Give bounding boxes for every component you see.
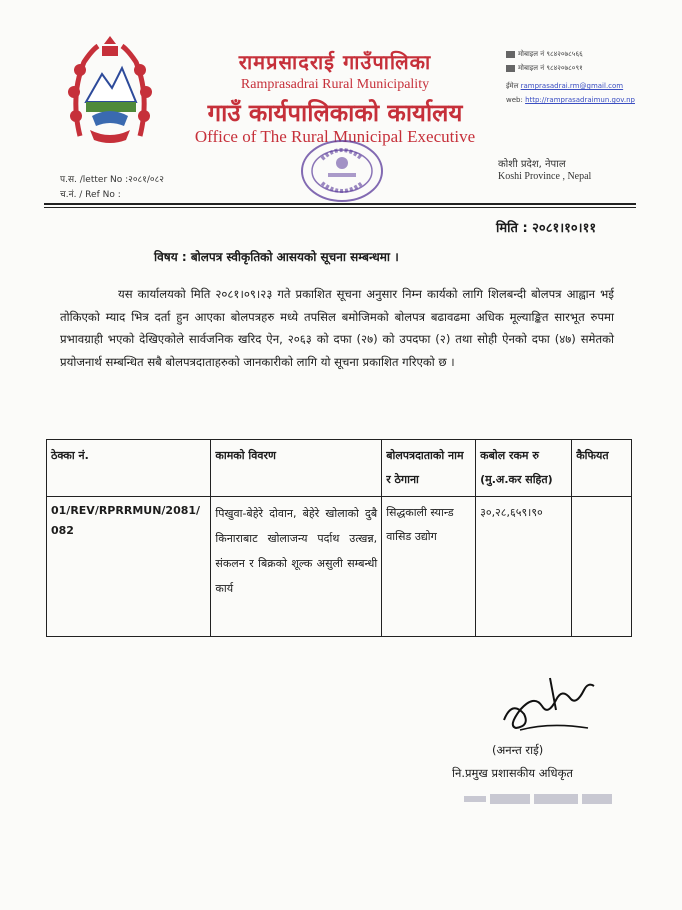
cell-amount: ३०,२८,६५९।९०: [476, 497, 572, 637]
province-english: Koshi Province , Nepal: [498, 171, 592, 182]
table-header-row: [47, 440, 632, 497]
header-bidder: बोलपत्रदाताको नाम र ठेगाना: [382, 440, 476, 497]
header-divider-thin: [44, 207, 636, 208]
letter-number: प.स. /letter No :२०८१/०८२: [60, 175, 164, 185]
header-divider: [44, 203, 636, 205]
header-description: कामको विवरण: [211, 440, 382, 497]
cell-bidder: सिद्धकाली स्यान्ड वासिड उद्योग: [382, 497, 476, 637]
table-row: [47, 497, 632, 637]
office-stamp: [282, 135, 402, 207]
email-link[interactable]: ramprasadrai.rm@gmail.com: [520, 82, 624, 90]
document-date: मिति : २०८१।१०।११: [496, 221, 597, 236]
signer-name: (अनन्त राई): [492, 743, 544, 757]
cell-contract-no: 01/REV/RPRRMUN/2081/082: [47, 497, 211, 637]
contact-phone-1: मोबाइल नं ९८४२०७८५६६: [506, 50, 583, 59]
signer-title: नि.प्रमुख प्रशासकीय अधिकृत: [452, 766, 573, 780]
contact-phone-2: मोबाइल नं ९८४२०७८०९१: [506, 64, 583, 73]
office-name-english: Office of The Rural Municipal Executive: [194, 127, 476, 146]
office-name-nepali: गाउँ कार्यपालिकाको कार्यालय: [207, 98, 463, 127]
cell-remarks: [572, 497, 632, 637]
province-nepali: कोशी प्रदेश, नेपाल: [498, 159, 566, 170]
reference-number: च.नं. / Ref No :: [60, 190, 121, 200]
municipality-name-english: Ramprasadrai Rural Municipality: [240, 77, 430, 92]
contact-email: ईमेल ramprasadrai.rm@gmail.com: [506, 82, 624, 90]
header-contract-no: ठेक्का नं.: [47, 440, 211, 497]
designation-stamp: [464, 792, 614, 806]
signature: [490, 670, 610, 742]
phone-icon: [506, 65, 515, 72]
cell-description: पिखुवा-बेहेरे दोवान, बेहेरे खोलाको दुबै किनाराबाट खोलाजन्य पर्दाथ उत्खन्न, संकलन र बिक्रको शूल्क असुली सम्बन्धी कार्य: [211, 497, 382, 637]
subject-line: विषय : बोलपत्र स्वीकृतिको आसयको सूचना सम्बन्धमा ।: [154, 250, 399, 264]
phone-icon: [506, 51, 515, 58]
header-amount: कबोल रकम रु (मु.अ.कर सहित): [476, 440, 572, 497]
header-remarks: कैफियत: [572, 440, 632, 497]
contact-web: web: http://ramprasadraimun.gov.np: [506, 96, 635, 104]
contract-table: [46, 439, 632, 637]
notice-body: [60, 283, 614, 373]
notice-body-text: यस कार्यालयको मिति २०८१।०९।२३ गते प्रकाशित सूचना अनुसार निम्न कार्यको लागि शिलबन्दी बोलपत्र आह्वान भई तोकिएको म्याद भित्र दर्ता हुन आएका बोलपत्रहरु मध्ये तपसिल बमोजिमको बोलपत्र बढावढमा अधिक मूल्याङ्कित सारभूत रुपमा प्रभावग्राही भएको देखिएकोले सार्वजनिक खरिद ऐन, २०६३ को दफा (२७) को उपदफा (२) तथा सोही ऐनको दफा (४७) समेतको प्रयोजनार्थ सम्बन्धित सबै बोलपत्रदाताहरुको जानकारीको लागि यो सूचना प्रकाशित गरिएको छ ।: [60, 287, 614, 369]
municipality-name-nepali: रामप्रसादराई गाउँपालिका: [238, 50, 432, 74]
website-link[interactable]: http://ramprasadraimun.gov.np: [525, 96, 635, 104]
nepal-emblem-logo: [62, 36, 158, 148]
